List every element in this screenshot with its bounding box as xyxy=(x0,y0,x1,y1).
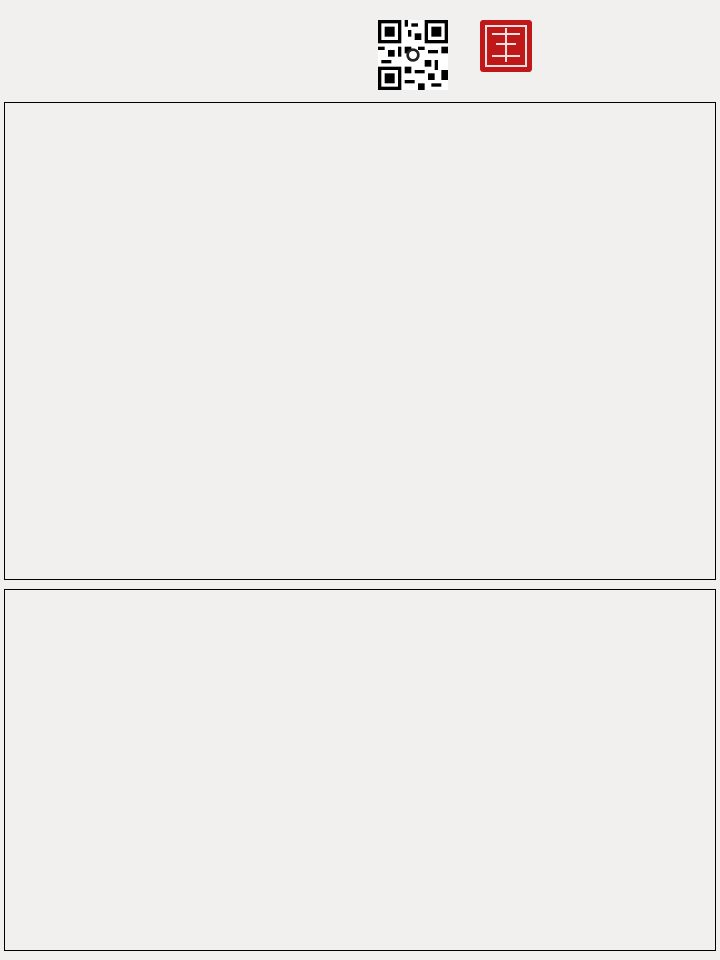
logo-calligraphy xyxy=(478,6,718,76)
qr-code-icon xyxy=(378,20,448,90)
annual-luck-grid xyxy=(4,589,716,951)
four-pillars-panel xyxy=(4,102,716,580)
